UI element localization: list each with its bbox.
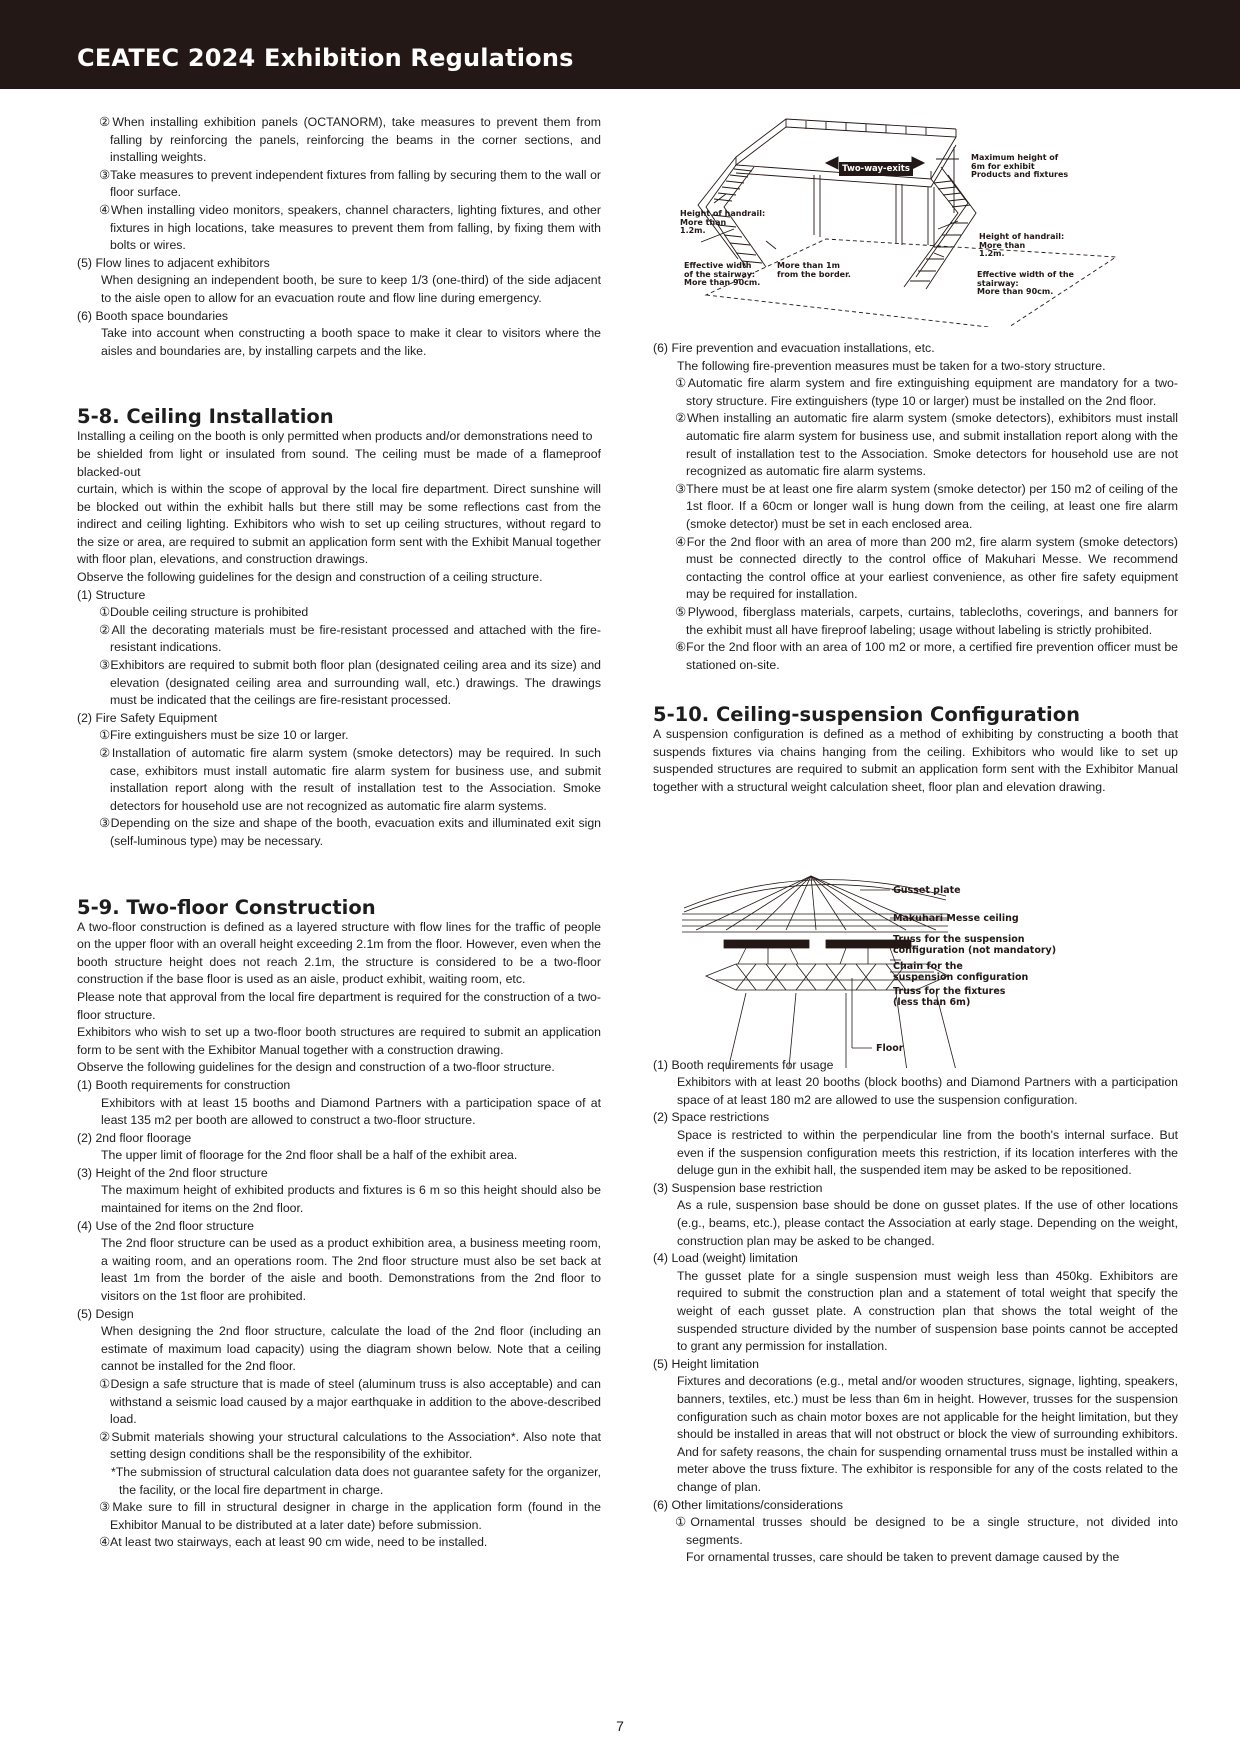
list-item: ④At least two stairways, each at least 90 cm wide, need to be installed.	[99, 1535, 488, 1550]
paragraph: When designing an independent booth, be sure to keep 1/3 (one-third) of the side adjacent to the aisle open to allow for an evacuation route and flow line during emergency.	[101, 273, 601, 305]
paragraph: The following fire-prevention measures must be taken for a two-story structure.	[677, 358, 1106, 373]
list-item: ①Fire extinguishers must be size 10 or larger.	[99, 728, 349, 743]
figure-label: More than 1m from the border.	[777, 261, 851, 279]
paragraph: The upper limit of floorage for the 2nd floor shall be a half of the exhibit area.	[101, 1148, 518, 1163]
figure-label: Gusset plate	[893, 885, 961, 896]
paragraph: be shielded from light or insulated from sound. The ceiling must be made of a flameproof blacked-out	[77, 446, 601, 479]
list-item: ③Depending on the size and shape of the booth, evacuation exits and illuminated exit sign (self-luminous type) may be necessary.	[99, 816, 601, 848]
subsection-label: (4) Load (weight) limitation	[653, 1251, 798, 1266]
paragraph: Take into account when constructing a booth space to make it clear to visitors where the aisles and boundaries are, by installing carpets and the like.	[101, 326, 601, 358]
paragraph: Exhibitors with at least 15 booths and Diamond Partners with a participation space of at least 135 m2 per booth are allowed to construct a two-floor structure.	[101, 1095, 601, 1128]
list-item: ②Submit materials showing your structural calculations to the Association*. Also note that setting design conditions shall be the responsibility of the exhibitor.	[99, 1429, 601, 1462]
paragraph: When designing the 2nd floor structure, calculate the load of the 2nd floor (including an estimate of maximum load capacity) using the diagram shown below. Note that a ceiling cannot be installed for the 2nd floor.	[101, 1324, 601, 1374]
figure-label: Floor	[876, 1043, 904, 1054]
subsection-label: (5) Height limitation	[653, 1356, 759, 1371]
section-heading-5-8: 5-8. Ceiling Installation	[77, 405, 334, 429]
list-item: ①Double ceiling structure is prohibited	[99, 605, 309, 620]
list-item: ①Design a safe structure that is made of steel (aluminum truss is also acceptable) and can withstand a seismic load caused by a major earthquake in addition to the above-described load.	[99, 1377, 601, 1427]
paragraph: Observe the following guidelines for the design and construction of a two-floor structure.	[77, 1060, 555, 1075]
paragraph: The maximum height of exhibited products and fixtures is 6 m so this height should also be maintained for items on the 2nd floor.	[101, 1183, 601, 1216]
list-item: ③Take measures to prevent independent fixtures from falling by securing them to the wall or floor surface.	[99, 167, 601, 200]
paragraph: As a rule, suspension base should be done on gusset plates. If the use of other locations (e.g., beams, etc.), please contact the Association at early stage. Depending on the weight, construction plan may be asked to be changed.	[677, 1198, 1178, 1248]
subsection-label: (3) Height of the 2nd floor structure	[77, 1165, 268, 1180]
list-item: ②Installation of automatic fire alarm system (smoke detectors) may be required. In such case, exhibitors must install automatic fire alarm system for business use, and submit installation report along with the result of installation test to the Association. Smoke detectors for household use are not recognized as automatic fire alarm systems.	[99, 746, 601, 813]
subsection-label: (6) Other limitations/considerations	[653, 1497, 843, 1512]
subsection-label: (6) Booth space boundaries	[77, 308, 229, 323]
list-item: ②When installing an automatic fire alarm system (smoke detectors), exhibitors must install automatic fire alarm system for business use, and submit installation report along with the result of installation test to the Association. Smoke detectors for household use are not recognized as automatic fire alarm systems.	[675, 411, 1178, 479]
list-item: ⑥For the 2nd floor with an area of 100 m2 or more, a certified fire prevention officer must be stationed on-site.	[675, 640, 1178, 672]
list-item: ③Make sure to fill in structural designer in charge in the application form (found in the Exhibitor Manual to be distributed at a later date) before submission.	[99, 1500, 601, 1532]
subsection-label: (5) Design	[77, 1306, 134, 1321]
section-heading-5-10: 5-10. Ceiling-suspension Configuration	[653, 703, 1080, 727]
paragraph: The 2nd floor structure can be used as a product exhibition area, a business meeting room, a waiting room, and an operations room. The 2nd floor structure must also be set back at least 1m from the border of the aisle and booth. Demonstrations from the 2nd floor to visitors on the 1st floor are prohibited.	[101, 1236, 601, 1304]
paragraph: The gusset plate for a single suspension must weigh less than 450kg. Exhibitors are required to submit the construction plan and a statement of total weight that specify the weight of each gusset plate. A construction plan that shows the total weight of the suspended structure divided by the number of suspension base points cannot be accepted to grant any permission for installation.	[677, 1268, 1178, 1354]
figure-label: Effective width of the stairway: More than 90cm.	[684, 261, 761, 287]
paragraph: Exhibitors who wish to set up a two-floor booth structures are required to submit an application form to be sent with the Exhibitor Manual together with a construction drawing.	[77, 1025, 601, 1057]
list-item: ⑤Plywood, fiberglass materials, carpets, curtains, tablecloths, coverings, and banners for the exhibit must all have fireproof labeling; usage without labeling is strictly prohibited.	[675, 604, 1178, 637]
subsection-label: (2) Space restrictions	[653, 1110, 770, 1125]
page-header	[0, 0, 1240, 89]
ceiling-suspension-diagram	[676, 868, 1156, 1068]
figure-label: Truss for the fixtures (less than 6m)	[893, 986, 1006, 1008]
paragraph: Please note that approval from the local fire department is required for the construction of a two-floor structure.	[77, 989, 601, 1022]
subsection-label: (5) Flow lines to adjacent exhibitors	[77, 255, 270, 270]
left-column	[77, 114, 601, 1552]
list-item: ④For the 2nd floor with an area of more than 200 m2, fire alarm system (smoke detectors) must be connected directly to the control office of Makuhari Messe. We recommend contacting the control office at your earliest convenience, as other fire safety equipment may be required for installation.	[675, 534, 1178, 602]
list-item: ②All the decorating materials must be fire-resistant processed and attached with the fire-resistant indications.	[99, 622, 601, 655]
subsection-label: (1) Booth requirements for construction	[77, 1077, 291, 1092]
page-number: 7	[616, 1718, 624, 1734]
paragraph: Space is restricted to within the perpendicular line from the booth's internal surface. But even if the suspension configuration meets this restriction, if its location interferes with the deluge gun in the exhibit hall, the suspended item may be asked to be repositioned.	[677, 1128, 1178, 1178]
two-way-exits-badge: Two-way-exits	[839, 162, 913, 176]
subsection-label: (4) Use of the 2nd floor structure	[77, 1218, 255, 1233]
paragraph: Fixtures and decorations (e.g., metal and/or wooden structures, signage, lighting, speakers, banners, textiles, etc.) must be less than 6m in height. However, trusses for the suspension configuration such as chain motor boxes are not applicable for the height limitation, but they should be installed in areas that will not obstruct or block the view of surrounding exhibitors. And for safety reasons, the chain for suspending ornamental truss must be installed within a meter above the truss fixture. The exhibitor is responsible for any of the costs related to the change of plan.	[677, 1374, 1178, 1494]
section-heading-5-9: 5-9. Two-floor Construction	[77, 895, 376, 919]
list-item: ①Ornamental trusses should be designed to be a single structure, not divided into segments.	[675, 1515, 1178, 1547]
figure-label: Height of handrail: More than 1.2m.	[979, 232, 1065, 258]
list-item: ④When installing video monitors, speakers, channel characters, lighting fixtures, and other fixtures in high locations, take measures to prevent them from falling, by fixing them with bolts or wires.	[99, 202, 601, 253]
subsection-label: (2) Fire Safety Equipment	[77, 710, 218, 725]
figure-label: Chain for the suspension configuration	[893, 961, 1029, 983]
paragraph: curtain, which is within the scope of approval by the local fire department. Direct sunshine will be blocked out within the exhibit halls but there still may be some reflections cast from the indirect and ceiling lighting. Exhibitors who wish to set up ceiling structures, without regard to the size or area, are required to submit an application form sent with the Exhibit Manual together with floor plan, elevations, and construction drawings.	[77, 482, 601, 567]
list-item: ③There must be at least one fire alarm system (smoke detector) per 150 m2 of ceiling of the 1st floor. If a 60cm or longer wall is hung down from the ceiling, at least one fire alarm (smoke detector) must be set in each enclosed area.	[675, 481, 1178, 531]
subsection-label: (2) 2nd floor floorage	[77, 1130, 192, 1145]
paragraph: For ornamental trusses, care should be taken to prevent damage caused by the	[686, 1550, 1120, 1565]
list-item: ①Automatic fire alarm system and fire extinguishing equipment are mandatory for a two-story structure. Fire extinguishers (type 10 or larger) must be installed on the 2nd floor.	[675, 376, 1178, 408]
list-item: ③Exhibitors are required to submit both floor plan (designated ceiling area and its size) and elevation (designated ceiling area and surrounding wall, etc.) drawings. The drawings must be indicated that the ceilings are fire-resistant processed.	[99, 658, 601, 708]
document-title: CEATEC 2024 Exhibition Regulations	[77, 44, 574, 72]
paragraph: Exhibitors with at least 20 booths (block booths) and Diamond Partners with a participation space of at least 180 m2 are allowed to use the suspension configuration.	[677, 1075, 1178, 1107]
figure-label: Height of handrail: More than 1.2m.	[680, 209, 766, 235]
subsection-label: (1) Structure	[77, 587, 146, 602]
subsection-label: (1) Booth requirements for usage	[653, 1057, 834, 1072]
figure-label: Truss for the suspension configuration (not mandatory)	[893, 934, 1057, 956]
two-floor-structure-diagram	[676, 117, 1116, 327]
subsection-label: (6) Fire prevention and evacuation installations, etc.	[653, 341, 935, 355]
paragraph: Installing a ceiling on the booth is only permitted when products and/or demonstrations need to	[77, 429, 593, 444]
footnote: *The submission of structural calculation data does not guarantee safety for the organizer, the facility, or the local fire department in charge.	[111, 1464, 601, 1497]
figure-label: Effective width of the stairway: More than 90cm.	[977, 270, 1074, 296]
list-item: ②When installing exhibition panels (OCTANORM), take measures to prevent them from falling by reinforcing the panels, reinforcing the beams in the corner sections, and installing weights.	[99, 115, 601, 165]
figure-label: Maximum height of 6m for exhibit Products and fixtures	[971, 153, 1069, 179]
paragraph: Observe the following guidelines for the design and construction of a ceiling structure.	[77, 570, 543, 585]
paragraph: A two-floor construction is defined as a layered structure with flow lines for the traffic of people on the upper floor with an overall height exceeding 2.1m from the floor. However, even when the booth structure height does not reach 2.1m, the structure is considered to be a two-floor construction if the base floor is used as an aisle, product exhibit, waiting room, etc.	[77, 919, 601, 987]
figure-label: Makuhari Messe ceiling	[893, 913, 1019, 924]
paragraph: A suspension configuration is defined as a method of exhibiting by constructing a booth that suspends fixtures via chains hanging from the ceiling. Exhibitors who would like to set up suspended structures are required to submit an application form sent with the Exhibitor Manual together with a structural weight calculation sheet, floor plan and elevation drawing.	[653, 727, 1178, 795]
subsection-label: (3) Suspension base restriction	[653, 1180, 823, 1195]
